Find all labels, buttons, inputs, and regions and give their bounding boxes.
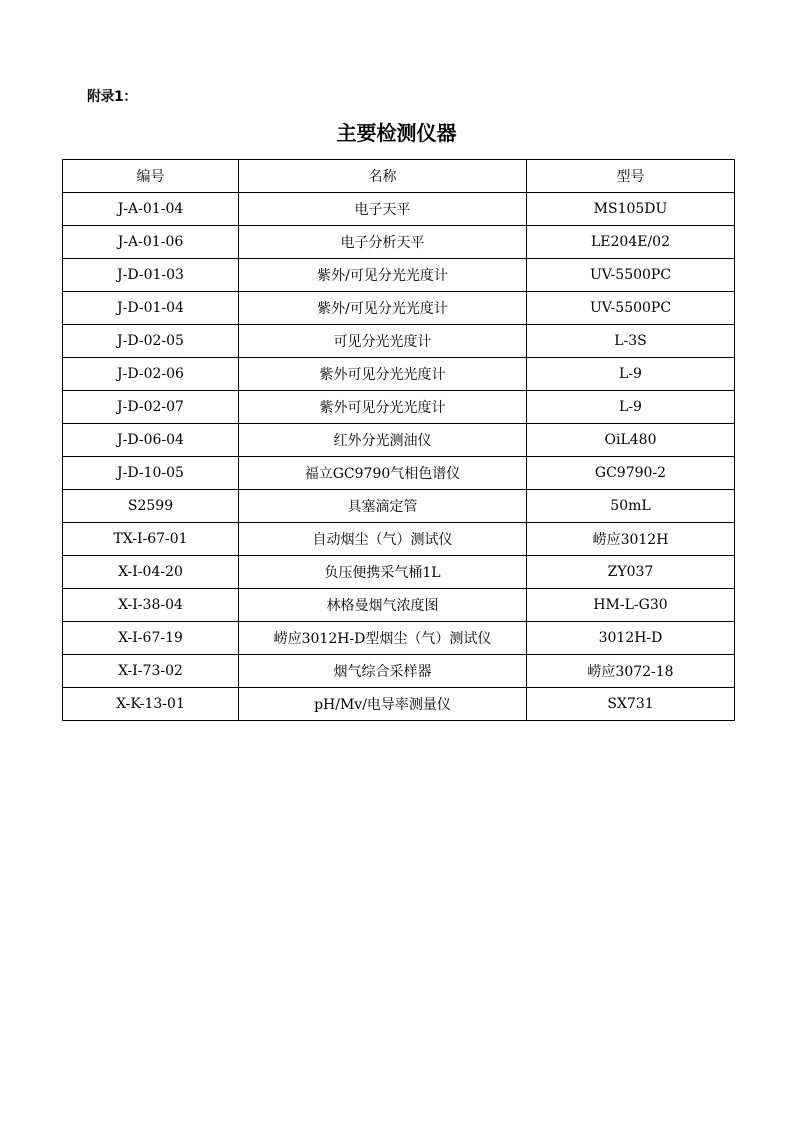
cell-model: LE204E/02 [527, 226, 735, 259]
table-row [63, 457, 735, 490]
cell-name: 林格曼烟气浓度图 [239, 589, 527, 622]
table-row [63, 259, 735, 292]
cell-model: 崂应3012H [527, 523, 735, 556]
cell-name: 紫外/可见分光光度计 [239, 259, 527, 292]
table-row [63, 226, 735, 259]
cell-code: X-I-38-04 [63, 589, 239, 622]
cell-code: J-A-01-04 [63, 193, 239, 226]
cell-model: OiL480 [527, 424, 735, 457]
cell-model: GC9790-2 [527, 457, 735, 490]
cell-model: UV-5500PC [527, 259, 735, 292]
table-row [63, 655, 735, 688]
cell-name: 烟气综合采样器 [239, 655, 527, 688]
cell-name: 崂应3012H-D型烟尘（气）测试仪 [239, 622, 527, 655]
cell-name: 自动烟尘（气）测试仪 [239, 523, 527, 556]
cell-model: 崂应3072-18 [527, 655, 735, 688]
table-row [63, 556, 735, 589]
table-row [63, 622, 735, 655]
cell-code: X-I-04-20 [63, 556, 239, 589]
cell-code: X-I-67-19 [63, 622, 239, 655]
cell-name: 具塞滴定管 [239, 490, 527, 523]
table-row [63, 292, 735, 325]
header-name: 名称 [239, 160, 527, 193]
cell-model: MS105DU [527, 193, 735, 226]
cell-code: J-D-02-07 [63, 391, 239, 424]
cell-name: 紫外可见分光光度计 [239, 358, 527, 391]
cell-code: TX-I-67-01 [63, 523, 239, 556]
cell-name: 紫外/可见分光光度计 [239, 292, 527, 325]
cell-model: 50mL [527, 490, 735, 523]
cell-code: J-D-02-06 [63, 358, 239, 391]
cell-code: S2599 [63, 490, 239, 523]
cell-code: J-A-01-06 [63, 226, 239, 259]
table-row [63, 523, 735, 556]
cell-code: J-D-10-05 [63, 457, 239, 490]
appendix-label: 附录1： [87, 89, 137, 105]
table-row [63, 490, 735, 523]
header-model: 型号 [527, 160, 735, 193]
table-row [63, 325, 735, 358]
cell-name: 福立GC9790气相色谱仪 [239, 457, 527, 490]
cell-code: X-I-73-02 [63, 655, 239, 688]
table-row [63, 688, 735, 721]
cell-name: 电子分析天平 [239, 226, 527, 259]
cell-name: 电子天平 [239, 193, 527, 226]
cell-model: HM-L-G30 [527, 589, 735, 622]
cell-model: ZY037 [527, 556, 735, 589]
table-row [63, 358, 735, 391]
cell-code: X-K-13-01 [63, 688, 239, 721]
cell-code: J-D-02-05 [63, 325, 239, 358]
cell-name: 可见分光光度计 [239, 325, 527, 358]
cell-model: L-3S [527, 325, 735, 358]
cell-name: 红外分光测油仪 [239, 424, 527, 457]
cell-code: J-D-01-03 [63, 259, 239, 292]
cell-name: 负压便携采气桶1L [239, 556, 527, 589]
cell-model: SX731 [527, 688, 735, 721]
cell-name: pH/Mv/电导率测量仪 [239, 688, 527, 721]
cell-model: L-9 [527, 358, 735, 391]
table-row [63, 391, 735, 424]
page-title: 主要检测仪器 [336, 121, 457, 145]
table-header-row [63, 160, 735, 193]
header-code: 编号 [63, 160, 239, 193]
table-row [63, 589, 735, 622]
instrument-table [62, 159, 735, 721]
cell-name: 紫外可见分光光度计 [239, 391, 527, 424]
cell-code: J-D-06-04 [63, 424, 239, 457]
table-row [63, 424, 735, 457]
cell-model: 3012H-D [527, 622, 735, 655]
cell-code: J-D-01-04 [63, 292, 239, 325]
table-row [63, 193, 735, 226]
cell-model: UV-5500PC [527, 292, 735, 325]
cell-model: L-9 [527, 391, 735, 424]
